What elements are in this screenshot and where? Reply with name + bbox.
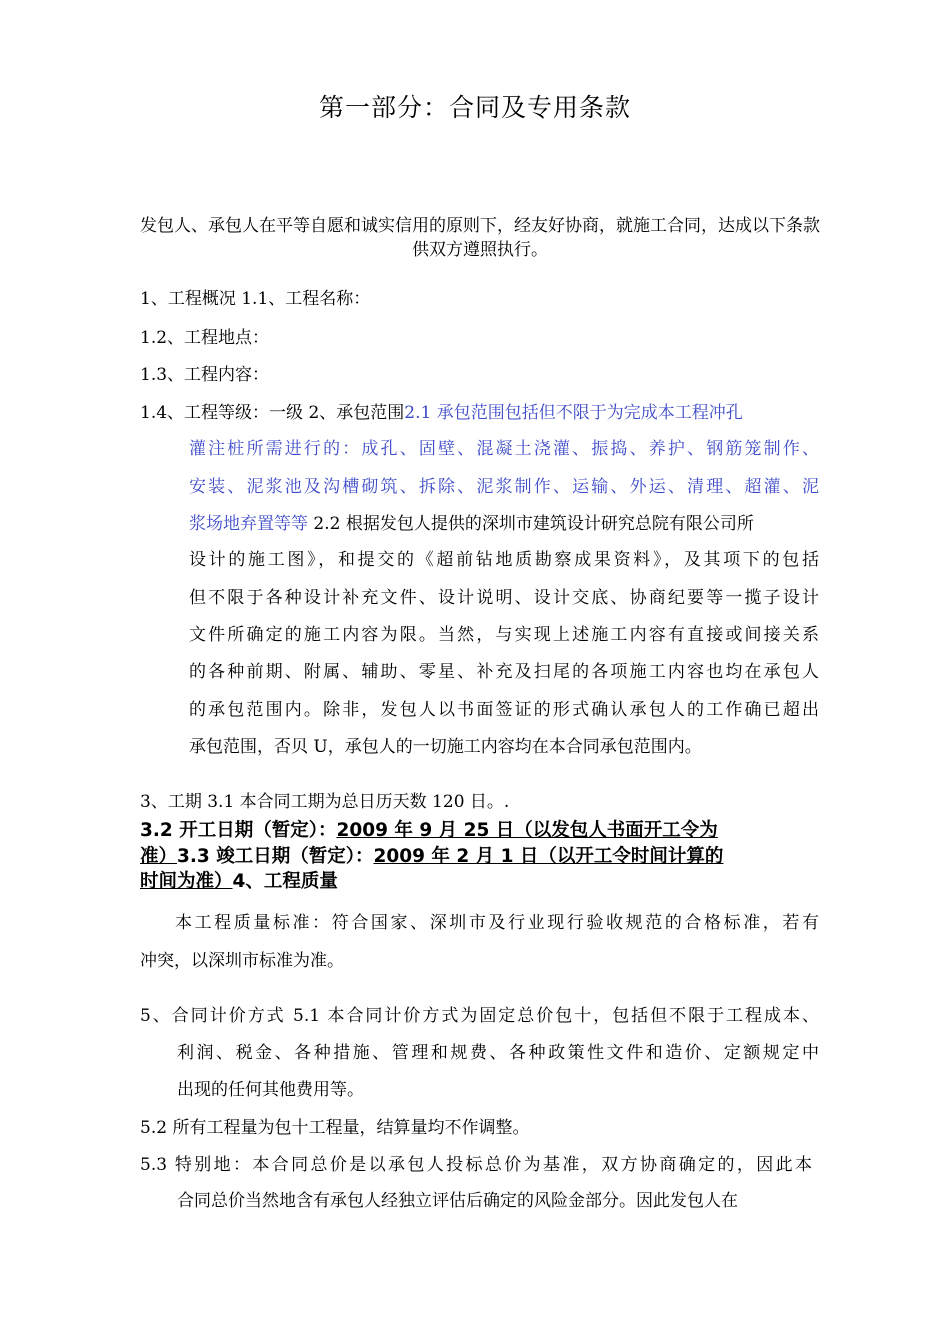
section-3-2-line — [140, 820, 718, 842]
section-5-line-1: 5、合同计价方式 5.1 本合同计价方式为固定总价包十，包括但不限于工程成本、 — [140, 1006, 819, 1026]
section-3-3-line — [140, 846, 723, 868]
section-5-3-line-2: 合同总价当然地含有承包人经独立评估后确定的风险金部分。因此发包人在 — [177, 1191, 738, 1211]
section-1-3: 1.3、工程内容： — [140, 365, 270, 385]
section-3-2-value: 2009 年 9 月 25 日（以发包人书面开工令为 — [336, 820, 718, 841]
section-5-line-3: 出现的任何其他费用等。 — [177, 1080, 364, 1100]
section-1-heading: 1、工程概况 1.1、工程名称： — [140, 289, 371, 309]
section-4-line — [140, 871, 338, 893]
section-4-text-line-1: 本工程质量标准：符合国家、深圳市及行业现行验收规范的合格标准，若有 — [175, 913, 819, 933]
section-2-2-start: 2.2 根据发包人提供的深圳市建筑设计研究总院有限公司所 — [308, 514, 754, 534]
section-2-1-line-3: 安装、泥浆池及沟槽砌筑、拆除、泥浆制作、运输、外运、清理、超灌、泥 — [189, 477, 819, 497]
section-2-2-line-5: 的各种前期、附属、辅助、零星、补充及扫尾的各项施工内容也均在承包人 — [189, 662, 819, 682]
section-2-2-line-7: 承包范围，否贝 U，承包人的一切施工内容均在本合同承包范围内。 — [189, 737, 702, 757]
section-5-line-2: 利润、税金、各种措施、管理和规费、各种政策性文件和造价、定额规定中 — [177, 1043, 819, 1063]
section-2-1-end: 浆场地弃置等等 — [189, 514, 308, 534]
section-3-2-value-end: 准） — [140, 846, 178, 867]
section-2-2-line-1 — [189, 512, 754, 536]
section-2-2-line-6: 的承包范围内。除非，发包人以书面签证的形式确认承包人的工作确已超出 — [189, 700, 819, 720]
section-2-2-line-4: 文件所确定的施工内容为限。当然，与实现上述施工内容有直接或间接关系 — [189, 625, 819, 645]
document-title: 第一部分：合同及专用条款 — [318, 93, 631, 122]
section-3-2-label: 3.2 开工日期（暂定）： — [140, 820, 337, 841]
section-1-4-prefix: 1.4、工程等级：一级 2、承包范围 — [140, 403, 405, 423]
section-5-2: 5.2 所有工程量为包十工程量，结算量均不作调整。 — [140, 1118, 530, 1138]
section-3-3-value-end: 时间为准） — [140, 871, 233, 892]
section-4-text-line-2: 冲突，以深圳市标准为准。 — [140, 951, 344, 971]
section-2-2-line-2: 设计的施工图》，和提交的《超前钻地质勘察成果资料》，及其项下的包括 — [189, 550, 819, 570]
section-2-2-line-3: 但不限于各种设计补充文件、设计说明、设计交底、协商纪要等一揽子设计 — [189, 588, 819, 608]
section-3-heading: 3、工期 3.1 本合同工期为总日历天数 120 日。. — [140, 792, 510, 812]
section-3-3-value: 2009 年 2 月 1 日（以开工令时间计算的 — [373, 846, 724, 867]
section-2-1-text: 2.1 承包范围包括但不限于为完成本工程冲孔 — [404, 403, 743, 423]
section-1-2: 1.2、工程地点： — [140, 328, 270, 348]
section-3-3-label: 3.3 竣工日期（暂定）： — [177, 846, 374, 867]
section-1-4-line — [140, 401, 743, 425]
section-2-1-line-2: 灌注桩所需进行的：成孔、固壁、混凝土浇灌、振捣、养护、钢筋笼制作、 — [189, 439, 819, 459]
section-5-3-line-1: 5.3 特别地：本合同总价是以承包人投标总价为基准，双方协商确定的，因此本 — [140, 1155, 812, 1175]
section-4-heading: 4、工程质量 — [232, 871, 338, 892]
intro-paragraph: 发包人、承包人在平等自愿和诚实信用的原则下，经友好协商，就施工合同，达成以下条款供双方遵照执行。 — [140, 216, 820, 260]
